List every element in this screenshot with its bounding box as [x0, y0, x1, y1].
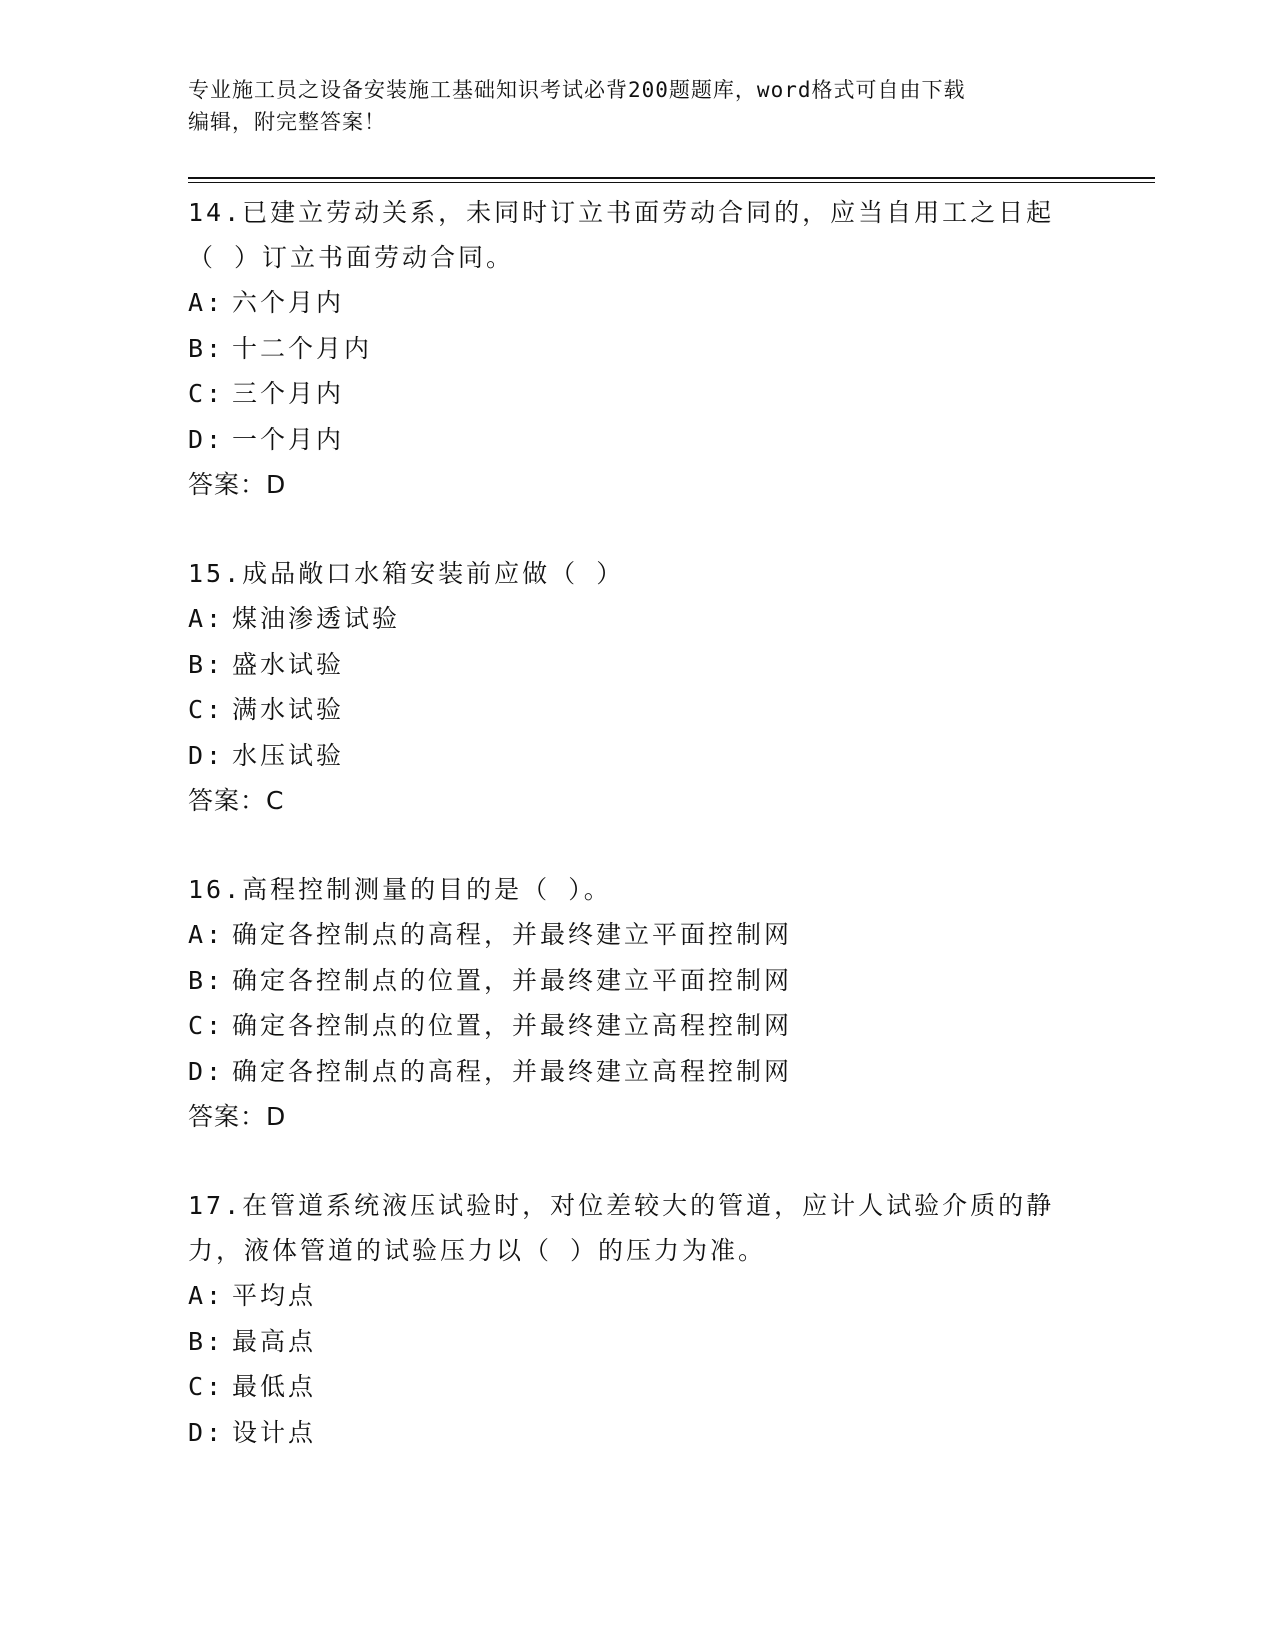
option-b	[188, 642, 1088, 688]
option-c	[188, 1003, 1088, 1049]
option-letter: B:	[188, 333, 225, 363]
option-letter: C:	[188, 695, 225, 724]
option-text: 确定各控制点的高程，并最终建立平面控制网	[232, 920, 793, 949]
option-c	[188, 371, 1088, 417]
option-letter: B:	[188, 1326, 225, 1356]
option-text: 最低点	[232, 1372, 317, 1401]
question-14	[188, 190, 1088, 507]
question-list	[188, 190, 1088, 1499]
question-text-continued: （ ）订立书面劳动合同。	[188, 243, 515, 272]
option-text: 满水试验	[232, 695, 345, 724]
option-text: 十二个月内	[232, 333, 373, 363]
option-text: 最高点	[232, 1326, 317, 1356]
question-text-continued: 力，液体管道的试验压力以（ ）的压力为准。	[188, 1236, 767, 1265]
option-text: 六个月内	[232, 288, 345, 317]
answer-key: 答案：C	[188, 786, 285, 815]
option-letter: D:	[188, 424, 225, 454]
header-divider-thin	[188, 182, 1155, 183]
document-header	[188, 74, 1078, 138]
option-text: 确定各控制点的位置，并最终建立平面控制网	[232, 965, 793, 995]
option-letter: A:	[188, 1281, 225, 1310]
option-letter: C:	[188, 379, 225, 408]
option-letter: C:	[188, 1372, 225, 1401]
option-letter: B:	[188, 965, 225, 995]
option-text: 确定各控制点的位置，并最终建立高程控制网	[232, 1011, 793, 1040]
option-letter: A:	[188, 604, 225, 633]
question-17	[188, 1183, 1088, 1455]
question-15	[188, 551, 1088, 823]
question-text: 15.成品敞口水箱安装前应做（ ）	[188, 559, 625, 588]
option-b	[188, 1319, 1088, 1365]
option-text: 一个月内	[232, 424, 345, 454]
header-title-line-2: 编辑，附完整答案！	[188, 110, 386, 134]
option-text: 设计点	[232, 1417, 317, 1447]
option-text: 水压试验	[232, 740, 345, 770]
question-text: 16.高程控制测量的目的是（ ）。	[188, 875, 612, 904]
option-a	[188, 912, 1088, 958]
option-letter: D:	[188, 1417, 225, 1447]
option-text: 煤油渗透试验	[232, 604, 401, 633]
option-letter: A:	[188, 288, 225, 317]
option-c	[188, 1364, 1088, 1410]
option-c	[188, 687, 1088, 733]
option-text: 盛水试验	[232, 649, 345, 679]
option-d	[188, 733, 1088, 779]
option-b	[188, 326, 1088, 372]
option-a	[188, 280, 1088, 326]
option-d	[188, 1410, 1088, 1456]
question-text: 17.在管道系统液压试验时，对位差较大的管道，应计人试验介质的静	[188, 1191, 1055, 1220]
option-letter: B:	[188, 649, 225, 679]
option-text: 确定各控制点的高程，并最终建立高程控制网	[232, 1056, 793, 1086]
option-text: 平均点	[232, 1281, 317, 1310]
option-a	[188, 596, 1088, 642]
option-d	[188, 1049, 1088, 1095]
option-letter: A:	[188, 920, 225, 949]
header-title-line-1: 专业施工员之设备安装施工基础知识考试必背200题题库，word格式可自由下载	[188, 78, 966, 102]
option-a	[188, 1273, 1088, 1319]
header-divider-thick	[188, 177, 1155, 179]
question-text: 14.已建立劳动关系，未同时订立书面劳动合同的，应当自用工之日起	[188, 198, 1055, 227]
answer-key: 答案：D	[188, 470, 287, 499]
option-letter: D:	[188, 1056, 225, 1086]
option-letter: D:	[188, 740, 225, 770]
question-16	[188, 867, 1088, 1139]
answer-key: 答案：D	[188, 1102, 287, 1131]
option-text: 三个月内	[232, 379, 345, 408]
option-b	[188, 958, 1088, 1004]
option-letter: C:	[188, 1011, 225, 1040]
option-d	[188, 417, 1088, 463]
